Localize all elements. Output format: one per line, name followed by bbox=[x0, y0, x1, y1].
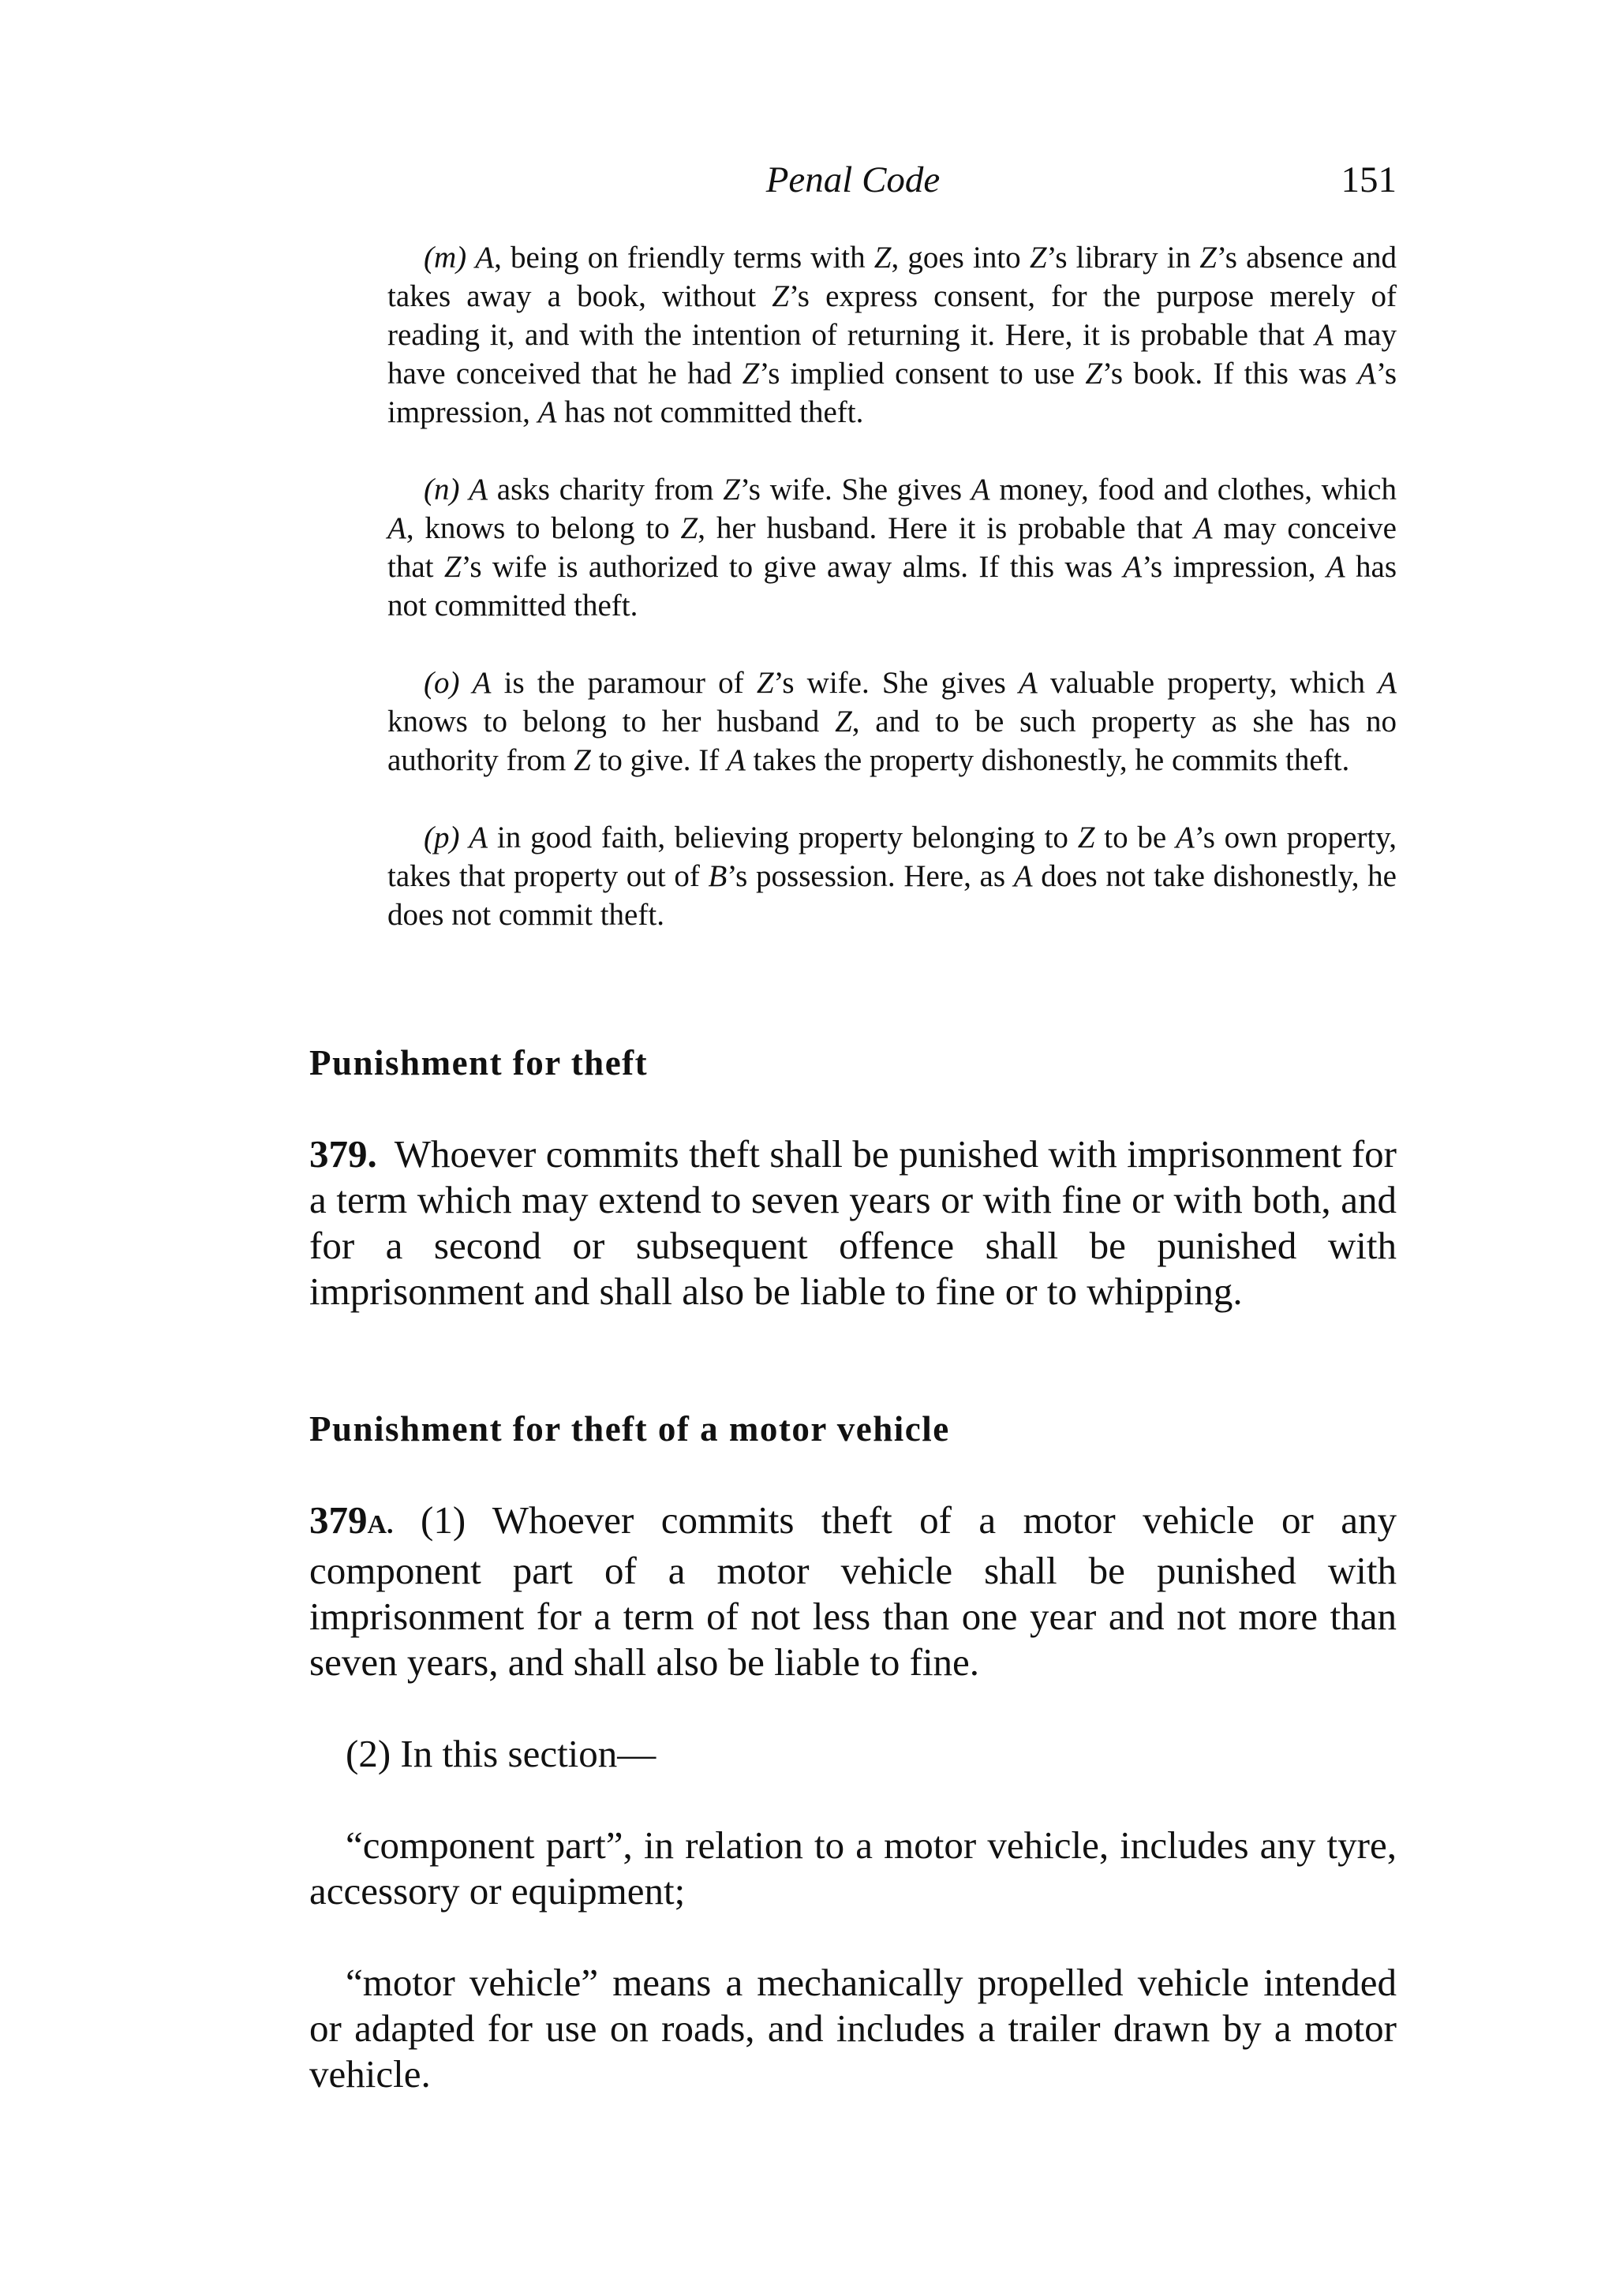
illustration-o: (o) A is the paramour of Z’s wife. She gives A valuable property, which A knows to belong to her husband Z, and to be such property as she has no authority from Z to give. If A takes the property dishonestly, he commits theft. bbox=[387, 666, 1397, 777]
illustration-m: (m) A, being on friendly terms with Z, goes into Z’s library in Z’s absence and takes away a book, without Z’s express consent, for the purpose merely of reading it, and with the intention of returning it. Here, it is probable that A may have conceived that he had Z’s implied consent to use Z’s book. If this was A’s impression, A has not committed theft. bbox=[387, 241, 1397, 429]
illustration-n: (n) A asks charity from Z’s wife. She gives A money, food and clothes, which A, knows to belong to Z, her husband. Here it is probable that A may conceive that Z’s wife is authorized to give away alms. If this was A’s impression, A has not committed theft. bbox=[387, 473, 1397, 623]
subsection-1-text: (1) Whoever commits theft of a motor vehicle or any component part of a motor vehicle shall be punished with imprisonment for a term of not less than one year and not more than seven years, and shall also be liable to fine. bbox=[309, 1498, 1397, 1684]
section-number-379a: 379 bbox=[309, 1498, 368, 1542]
illustration-p: (p) A in good faith, believing property belonging to Z to be A’s own property, takes that property out of B’s possession. Here, as A does not take dishonestly, he does not commit theft. bbox=[387, 821, 1397, 932]
illustration-label: (o) bbox=[424, 666, 460, 700]
sections-body bbox=[309, 1040, 1397, 2097]
running-header bbox=[309, 156, 1397, 211]
page-number: 151 bbox=[1341, 159, 1397, 200]
definition-motor-vehicle: “motor vehicle” means a mechanically propelled vehicle intended or adapted for use on roads, and includes a trailer drawn by a motor vehicle. bbox=[309, 1961, 1397, 2096]
section-379a-subsection-2: (2) In this section— bbox=[346, 1732, 656, 1775]
section-number-suffix: A. bbox=[367, 1510, 394, 1539]
illustration-label: (m) bbox=[424, 241, 467, 275]
section-heading-379a: Punishment for theft of a motor vehicle bbox=[309, 1409, 950, 1449]
illustrations bbox=[387, 238, 1397, 973]
section-heading-379: Punishment for theft bbox=[309, 1043, 649, 1083]
illustration-label: (p) bbox=[424, 821, 460, 854]
section-379-body: Whoever commits theft shall be punished with imprisonment for a term which may extend to seven years or with fine or with both, and for a second or subsequent offence shall be punished with imprisonment and shall also be liable to fine or to whipping. bbox=[309, 1132, 1397, 1313]
section-379a-subsection-1 bbox=[309, 1498, 1397, 1685]
running-title: Penal Code bbox=[765, 159, 941, 200]
definition-component-part: “component part”, in relation to a motor vehicle, includes any tyre, accessory or equipment; bbox=[309, 1823, 1397, 1913]
section-379-text bbox=[309, 1131, 1397, 1314]
illustration-label: (n) bbox=[424, 473, 460, 507]
section-number-379: 379. bbox=[309, 1132, 377, 1176]
